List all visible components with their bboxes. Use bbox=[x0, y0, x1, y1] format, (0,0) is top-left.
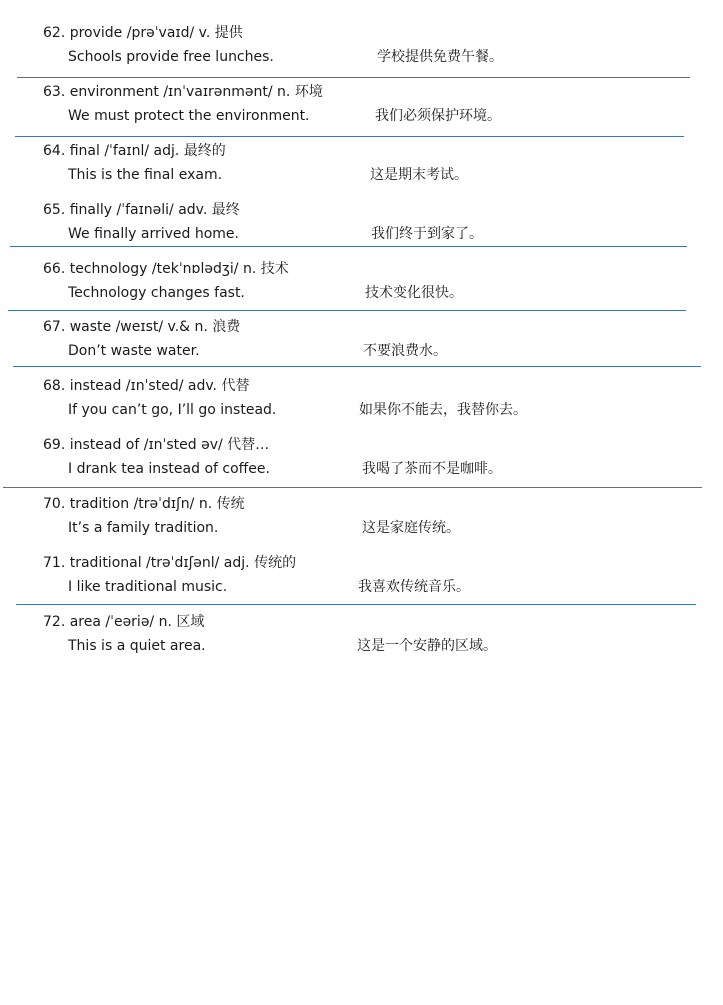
example-sentence: We finally arrived home. bbox=[68, 226, 239, 242]
headword: 63. environment /ɪnˈvaɪrənmənt/ n. 环境 bbox=[43, 84, 323, 100]
chinese-translation: 这是家庭传统。 bbox=[362, 520, 460, 536]
vocab-entry-72 bbox=[0, 613, 723, 654]
chinese-translation: 我们必须保护环境。 bbox=[375, 108, 501, 124]
divider-line bbox=[15, 136, 684, 137]
headword: 62. provide /prəˈvaɪd/ v. 提供 bbox=[43, 25, 243, 41]
example-sentence: Schools provide free lunches. bbox=[68, 49, 274, 65]
example-sentence: It’s a family tradition. bbox=[68, 520, 219, 536]
headword: 64. final /ˈfaɪnl/ adj. 最终的 bbox=[43, 143, 226, 159]
vocab-entry-70 bbox=[0, 495, 723, 536]
headword: 66. technology /tekˈnɒlədʒi/ n. 技术 bbox=[43, 261, 289, 277]
divider-line bbox=[16, 604, 696, 605]
divider-line bbox=[13, 366, 701, 367]
chinese-translation: 我喜欢传统音乐。 bbox=[358, 579, 470, 595]
divider-line bbox=[10, 246, 687, 247]
vocab-entry-63 bbox=[0, 83, 723, 124]
headword: 70. tradition /trəˈdɪʃn/ n. 传统 bbox=[43, 496, 245, 512]
headword: 67. waste /weɪst/ v.& n. 浪费 bbox=[43, 319, 241, 335]
example-sentence: If you can’t go, I’ll go instead. bbox=[68, 402, 277, 418]
headword: 68. instead /ɪnˈsted/ adv. 代替 bbox=[43, 378, 250, 394]
example-sentence: I drank tea instead of coffee. bbox=[68, 461, 270, 477]
example-sentence: We must protect the environment. bbox=[68, 108, 310, 124]
headword: 65. finally /ˈfaɪnəli/ adv. 最终 bbox=[43, 202, 240, 218]
divider-line bbox=[3, 487, 702, 488]
vocab-entry-65 bbox=[0, 201, 723, 242]
vocab-entry-68 bbox=[0, 377, 723, 418]
headword: 71. traditional /trəˈdɪʃənl/ adj. 传统的 bbox=[43, 555, 297, 571]
vocab-entry-69 bbox=[0, 436, 723, 477]
divider-line bbox=[17, 77, 690, 78]
vocab-entry-64 bbox=[0, 142, 723, 183]
chinese-translation: 学校提供免费午餐。 bbox=[377, 49, 503, 65]
chinese-translation: 我喝了茶而不是咖啡。 bbox=[362, 461, 502, 477]
example-sentence: This is the final exam. bbox=[68, 167, 223, 183]
vocab-entry-66 bbox=[0, 260, 723, 301]
chinese-translation: 这是期末考试。 bbox=[370, 167, 468, 183]
chinese-translation: 这是一个安静的区域。 bbox=[357, 638, 497, 654]
vocab-entry-67 bbox=[0, 318, 723, 359]
chinese-translation: 不要浪费水。 bbox=[363, 343, 447, 359]
headword: 69. instead of /ɪnˈsted əv/ 代替… bbox=[43, 437, 270, 453]
example-sentence: I like traditional music. bbox=[68, 579, 228, 595]
headword: 72. area /ˈeəriə/ n. 区域 bbox=[43, 614, 205, 630]
chinese-translation: 技术变化很快。 bbox=[365, 285, 463, 301]
chinese-translation: 如果你不能去，我替你去。 bbox=[359, 402, 527, 418]
divider-line bbox=[8, 310, 686, 311]
chinese-translation: 我们终于到家了。 bbox=[371, 226, 483, 242]
vocab-entry-62 bbox=[0, 24, 723, 65]
example-sentence: Don’t waste water. bbox=[68, 343, 200, 359]
example-sentence: This is a quiet area. bbox=[68, 638, 206, 654]
example-sentence: Technology changes fast. bbox=[68, 285, 245, 301]
vocab-entry-71 bbox=[0, 554, 723, 595]
